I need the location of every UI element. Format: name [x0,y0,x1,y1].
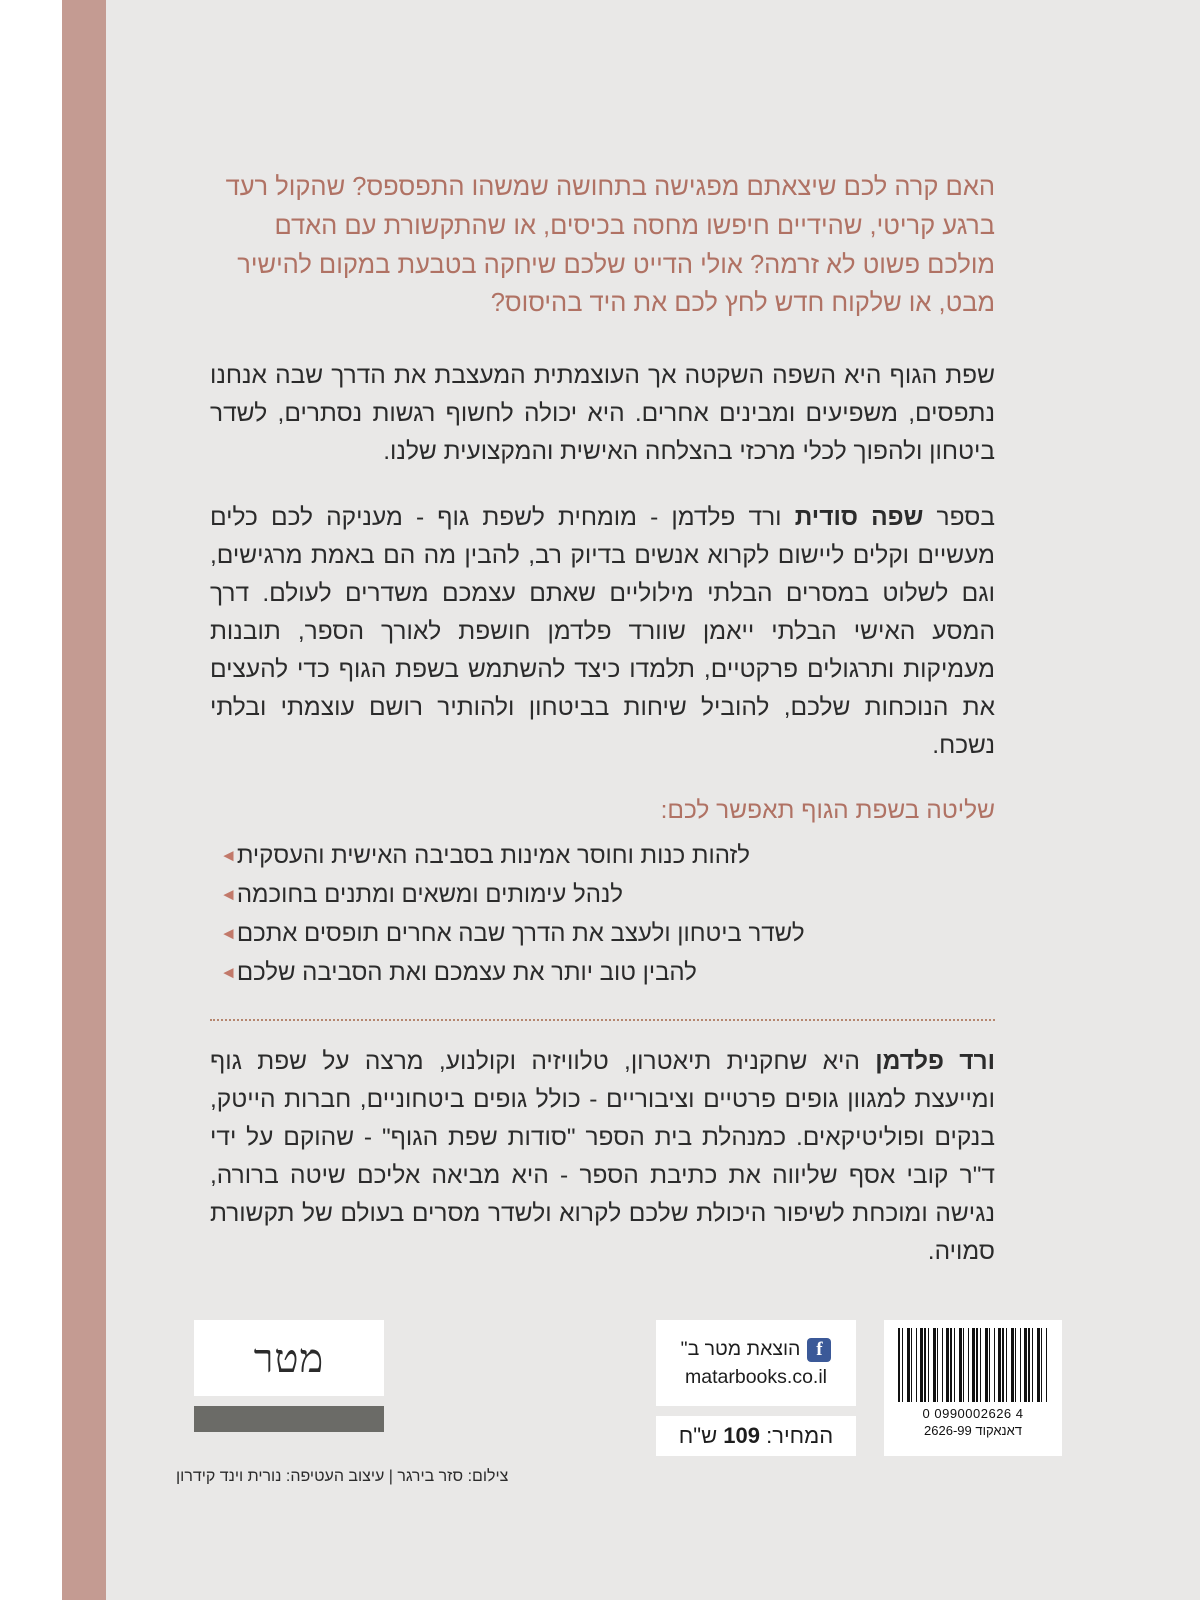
price-box [656,1416,856,1456]
danacode-number: דאנאקוד 2626-99 [924,1423,1022,1438]
credit-design: עיצוב העטיפה: נורית וינד קידרון [176,1468,385,1485]
isbn-number: 0 0990002626 4 [922,1406,1024,1421]
logo-underbar [194,1406,384,1432]
spine-inner-gap [106,0,114,1600]
publisher-url[interactable]: matarbooks.co.il [685,1365,827,1388]
author-bio-text: היא שחקנית תיאטרון, טלוויזיה וקולנוע, מרצה על שפת גוף ומייעצת למגוון גופים פרטיים וציבוריים - כולל גופים ביטחוניים, חברות הייטק, בנקים ופוליטיקאים. כמנהלת בית הספר "סודות שפת הגוף" - שהוקם על ידי ד"ר קובי אסף שליווה את כתיבת הספר - היא מביאה אליכם שיטה ברורה, נגישה ומוכחת לשיפור היכולת שלכם לקרוא ולשדר מסרים בעולם של תקשורת סמויה. [210,1047,995,1265]
barcode-icon [898,1328,1048,1402]
list-item-label: לנהל עימותים ומשאים ומתנים בחוכמה [236,881,624,909]
publisher-name-row [681,1338,832,1362]
credit-photo: צילום: סזר בירגר [397,1468,509,1485]
author-bio [210,1043,995,1271]
body-paragraph-2 [210,499,995,765]
list-item [210,915,995,954]
credits-line [176,1468,995,1486]
list-item [210,954,995,993]
price-text [679,1423,833,1449]
bullets-heading: שליטה בשפת הגוף תאפשר לכם: [660,796,995,824]
paragraph-2-post: ורד פלדמן - מומחית לשפת גוף - מעניקה לכם כלים מעשיים וקלים ליישום לקרוא אנשים בדיוק רב, להבין מה הם באמת מרגישים, וגם לשלוט במסרים הבלתי מילוליים שאתם עצמכם משדרים לעולם. דרך המסע האישי הבלתי ייאמן שוורד פלדמן חושפת לאורך הספר, תובנות מעמיקות ותרגולים פרקטיים, תלמדו כיצד להשתמש בשפת הגוף כדי להעצים את הנוכחות שלכם, להוביל שיחות בביטחון ולהותיר רושם עוצמתי ובלתי נשכח. [210,503,995,759]
text-column [210,168,995,1271]
arrow-icon: ◄ [220,846,237,866]
book-title-inline: שפה סודית [794,503,924,531]
spine-color-bar [62,0,106,1600]
logo-glyph: מטר [253,1335,325,1381]
arrow-icon: ◄ [220,885,237,905]
list-item [210,876,995,915]
price-value: 109 [723,1423,760,1448]
barcode-box [884,1320,1062,1456]
left-white-margin [0,0,62,1600]
benefits-list [210,837,995,993]
list-item-label: לשדר ביטחון ולעצב את הדרך שבה אחרים תופסים אתכם [236,920,805,948]
price-currency: ש"ח [678,1423,724,1448]
list-item-label: להבין טוב יותר את עצמכם ואת הסביבה שלכם [236,959,697,987]
list-item-label: לזהות כנות וחוסר אמינות בסביבה האישית והעסקית [236,842,750,870]
list-item [210,837,995,876]
arrow-icon: ◄ [220,924,237,944]
price-label: המחיר: [759,1423,834,1448]
paragraph-2-pre: בספר [923,503,996,531]
lead-paragraph: האם קרה לכם שיצאתם מפגישה בתחושה שמשהו התפספס? שהקול רעד ברגע קריטי, שהידיים חיפשו מחסה בכיסים, או שהתקשורת עם האדם מולכם פשוט לא זרמה? אולי הדייט שלכם שיחקה בטבעת במקום להישיר מבט, או שלקוח חדש לחץ לכם את היד בהיסוס? [225,173,995,318]
publisher-logo [194,1320,384,1396]
publisher-info-box [656,1320,856,1406]
footer-area [176,1320,1200,1600]
body-paragraph-1: שפת הגוף היא השפה השקטה אך העוצמתית המעצבת את הדרך שבה אנחנו נתפסים, משפיעים ומבינים אחרים. היא יכולה לחשוף רגשות נסתרים, לשדר ביטחון ולהפוך לכלי מרכזי בהצלחה האישית והמקצועית שלנו. [210,362,995,465]
author-name: ורד פלדמן [875,1047,995,1075]
cover-content [114,0,1200,1600]
facebook-icon[interactable]: f [807,1338,831,1362]
credit-separator: | [384,1468,398,1485]
dotted-divider [210,1019,995,1021]
arrow-icon: ◄ [220,963,237,983]
publisher-name: הוצאת מטר ב" [680,1338,801,1360]
